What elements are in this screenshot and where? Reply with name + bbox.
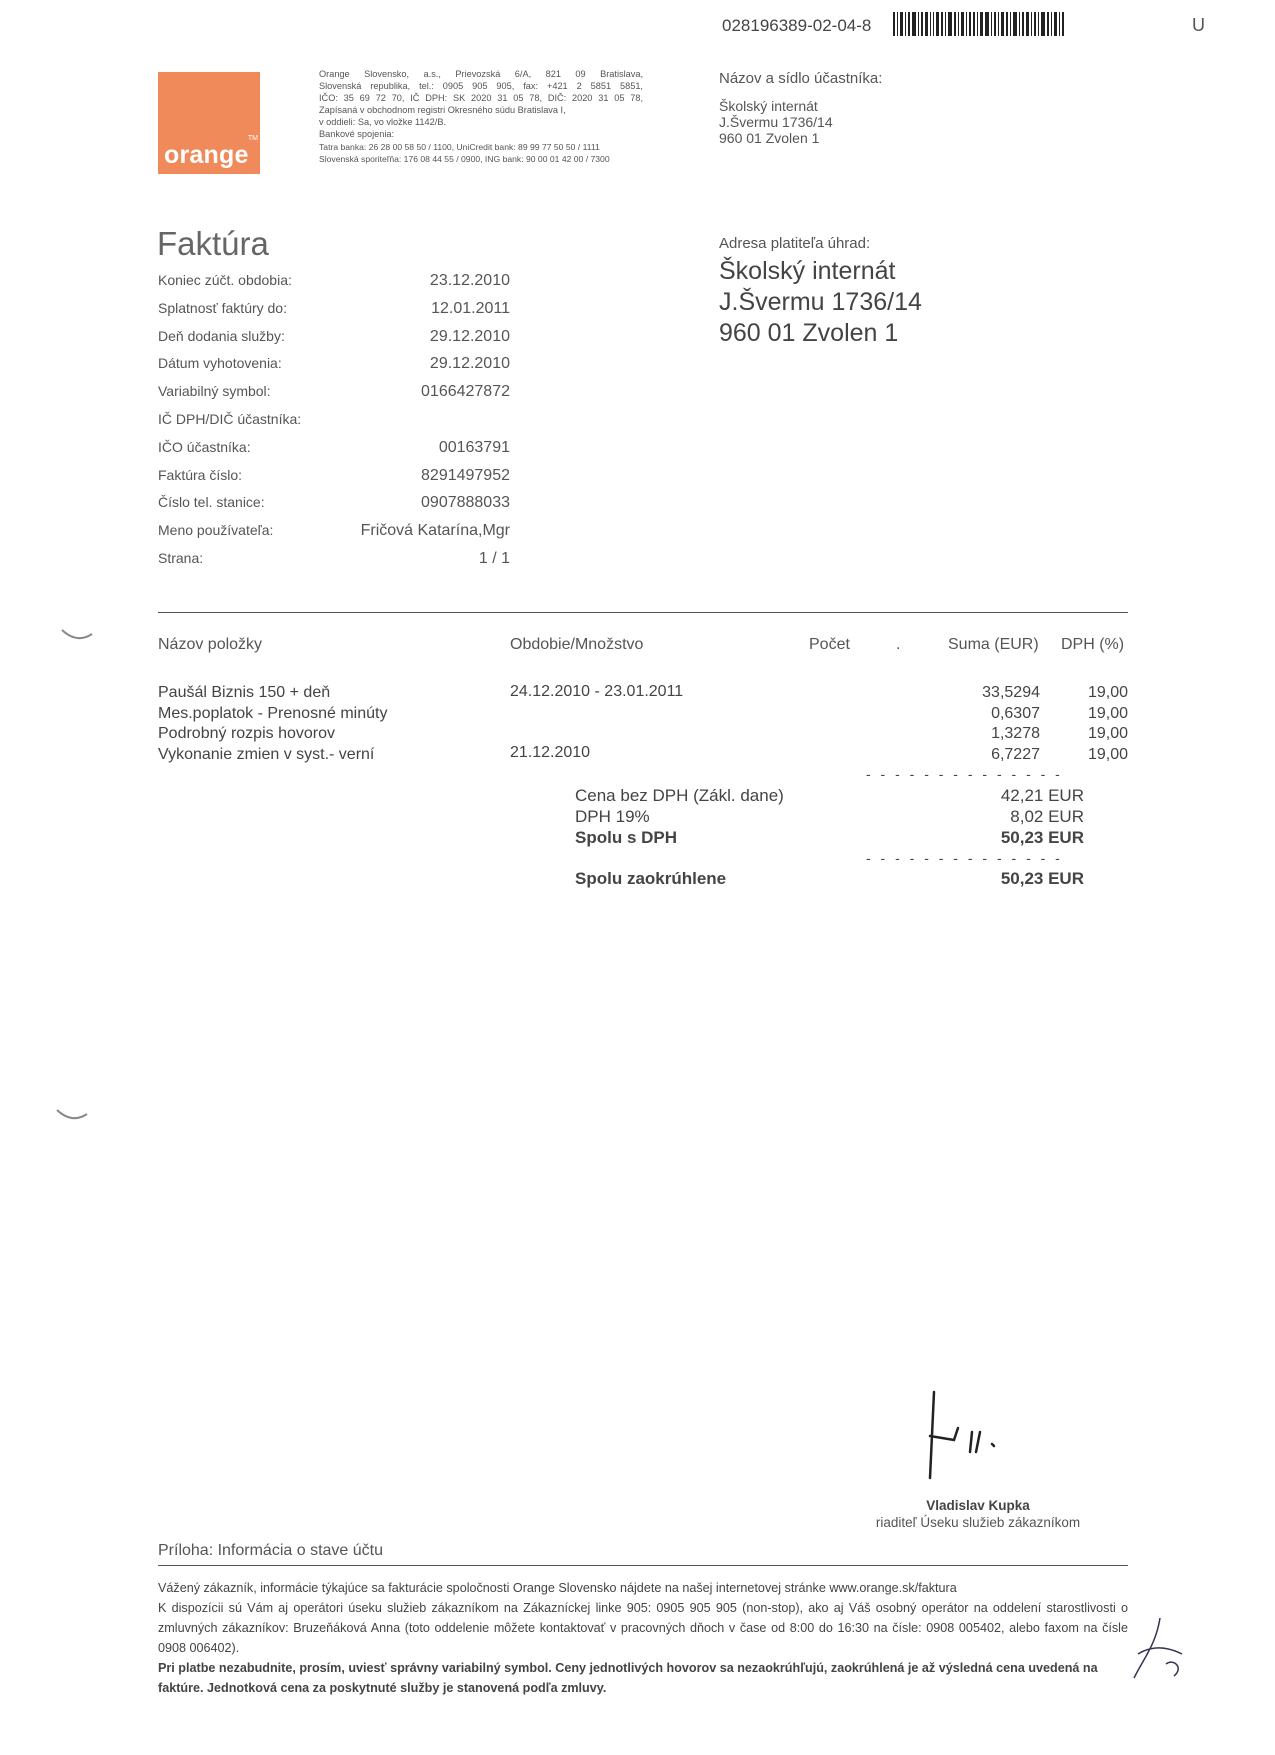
company-line: Zapísaná v obchodnom registri Okresného súdu Bratislava I, (319, 105, 566, 116)
item-sum: 1,3278 (991, 725, 1040, 742)
handwritten-initials (1130, 1614, 1190, 1684)
item-vat: 19,00 (1087, 704, 1128, 722)
barcode-bar (912, 12, 916, 36)
detail-value: 29.12.2010 (429, 327, 510, 345)
col-header-sum: Suma (EUR) (948, 636, 1039, 653)
detail-value: 00163791 (438, 438, 510, 456)
detail-label: Meno používateľa: (158, 522, 274, 539)
barcode-bar (961, 12, 964, 36)
detail-row (158, 494, 510, 522)
rounded-value (930, 869, 1084, 889)
barcode-bar (966, 12, 967, 36)
payer-address (719, 256, 922, 349)
footer-notes (158, 1578, 1128, 1698)
barcode-bar (925, 12, 928, 36)
barcode-bar (941, 12, 943, 36)
barcode-bar (1034, 12, 1036, 36)
detail-label: Variabilný symbol: (158, 383, 271, 400)
detail-row (158, 550, 510, 578)
detail-label: Číslo tel. stanice: (158, 494, 265, 511)
barcode-bar (921, 12, 923, 36)
recipient-line: J.Švermu 1736/14 (719, 114, 833, 130)
table-row: Mes.poplatok - Prenosné minúty (158, 704, 388, 722)
recipient-address (719, 98, 833, 146)
barcode-bar (945, 12, 946, 36)
logo-text: orange (164, 141, 249, 169)
total-amount: 50,23 (1000, 828, 1044, 847)
detail-value: 29.12.2010 (429, 355, 510, 373)
barcode-bar (994, 12, 996, 36)
detail-row (158, 522, 510, 550)
barcode-bar (973, 12, 975, 36)
recipient-line: 960 01 Zvolen 1 (719, 130, 820, 146)
detail-row (158, 411, 510, 439)
signatory-title: riaditeľ Úseku služieb zákazníkom (875, 1515, 1081, 1530)
signatory-name: Vladislav Kupka (926, 1498, 1030, 1513)
detail-label: Dátum vyhotovenia: (158, 355, 282, 372)
item-vat: 19,00 (1087, 725, 1128, 742)
rounded-divider: - - - - - - - - - - - - - - (866, 850, 1063, 866)
barcode-bar (918, 12, 919, 36)
barcode-bar (1013, 12, 1017, 36)
col-header-period: Obdobie/Množstvo (510, 636, 644, 653)
base-amount: 42,21 (1000, 786, 1044, 805)
barcode-bar (933, 12, 934, 36)
barcode-bar (1038, 12, 1039, 36)
detail-row (158, 383, 510, 411)
item-period: 21.12.2010 (510, 744, 591, 761)
barcode-bar (930, 12, 931, 36)
footer-paragraph-bold: Pri platbe nezabudnite, prosím, uviesť správny variabilný symbol. Ceny jednotlivých hovorov sa nezaokrúhľujú, zaokrúhlená je až výsledná cena uvedená na faktúre. Jednotková cena za poskytnuté služby je stanovená podľa zmluvy. (158, 1661, 1098, 1695)
rounded-amount: 50,23 (1000, 869, 1044, 888)
barcode-bar (1041, 12, 1045, 36)
barcode-bar (1026, 12, 1029, 36)
detail-value: 0907888033 (421, 494, 510, 512)
footer-paragraph: Vážený zákazník, informácie týkajúce sa fakturácie spoločnosti Orange Slovensko nájdete na našej internetovej stránke www.orange.sk/faktura (158, 1581, 957, 1595)
item-vat: 19,00 (1087, 745, 1128, 763)
barcode-bar (998, 12, 999, 36)
logo-trademark: TM (247, 135, 258, 142)
vat-currency: EUR (1048, 807, 1084, 826)
item-sums (920, 683, 1040, 765)
vat-value (930, 807, 1084, 827)
company-line: v oddieli: Sa, vo vložke 1142/B. (319, 117, 446, 128)
punch-hole-mark (55, 1108, 89, 1124)
payer-line: J.Švermu 1736/14 (719, 288, 922, 316)
barcode-bar (1022, 12, 1024, 36)
invoice-title: Faktúra (157, 225, 269, 262)
barcode-bar (1047, 12, 1049, 36)
rounded-label: Spolu zaokrúhlene (575, 869, 727, 888)
table-row: Vykonanie zmien v syst.- verní (158, 745, 375, 763)
barcode-bar (1010, 12, 1011, 36)
corner-mark: U (1192, 15, 1205, 35)
company-line: Slovenská sporiteľňa: 176 08 44 55 / 0900, ING bank: 90 00 01 42 00 / 7300 (319, 153, 610, 164)
recipient-line: Školský internát (719, 98, 818, 114)
barcode-bar (1051, 12, 1052, 36)
barcode-bar (1031, 12, 1032, 36)
document-code: 028196389-02-04-8 (722, 16, 872, 35)
orange-logo (158, 72, 260, 174)
attachment-note: Príloha: Informácia o stave účtu (158, 1542, 383, 1559)
barcode-bar (977, 12, 978, 36)
table-row: Paušál Biznis 150 + deň (158, 684, 331, 701)
rounded-currency: EUR (1048, 869, 1084, 888)
barcode-bar (985, 12, 989, 36)
item-vats (1050, 683, 1128, 765)
table-row: Podrobný rozpis hovorov (158, 725, 335, 742)
detail-label: Faktúra číslo: (158, 466, 243, 483)
barcode-bar (893, 12, 895, 36)
vat-label: DPH 19% (575, 807, 650, 826)
barcode-bar (1001, 12, 1004, 36)
handwritten-signature (918, 1388, 1048, 1498)
detail-label: Strana: (158, 549, 204, 566)
barcode-bar (954, 12, 956, 36)
detail-row (158, 439, 510, 467)
detail-label: IČO účastníka: (158, 438, 251, 455)
footer-paragraph: K dispozícii sú Vám aj operátori úseku služieb zákazníkom na Zákazníckej linke 905: 0905 905 905 (non-stop), ako aj Váš osobný operátor na oddelení starostlivosti o zmluvných zákazníkov: Bruzeňáková Anna (toto oddelenie môžete kontaktovať v pracovných dňoch v čase od 8:00 do 16:30 na čísle: 0908 005402, alebo faxom na čísle 0908 006402). (158, 1601, 1128, 1655)
detail-row (158, 355, 510, 383)
barcode (893, 12, 1163, 36)
item-sum: 33,5294 (982, 684, 1040, 701)
footer-divider (158, 1565, 1128, 1566)
detail-row (158, 328, 510, 356)
recipient-label: Názov a sídlo účastníka: (719, 70, 883, 87)
barcode-bar (969, 12, 971, 36)
barcode-bar (991, 12, 992, 36)
company-line: Bankové spojenia: (319, 129, 395, 140)
col-header-dot: . (896, 636, 901, 653)
barcode-bar (908, 12, 910, 36)
punch-hole-mark (60, 628, 94, 644)
base-currency: EUR (1048, 786, 1084, 805)
barcode-bar (905, 12, 906, 36)
company-line: Orange Slovensko, a.s., Prievozská 6/A, 821 09 Bratislava, (319, 69, 643, 79)
detail-row (158, 272, 510, 300)
detail-value: 23.12.2010 (429, 272, 510, 289)
base-label: Cena bez DPH (Zákl. dane) (575, 786, 784, 805)
detail-label: Splatnosť faktúry do: (158, 299, 287, 316)
detail-value: 0166427872 (421, 383, 510, 401)
detail-row (158, 300, 510, 328)
table-top-divider (158, 612, 1128, 613)
barcode-bar (1019, 12, 1020, 36)
barcode-bar (1062, 12, 1064, 36)
payer-line: Školský internát (719, 257, 896, 285)
barcode-bar (958, 12, 959, 36)
payer-line: 960 01 Zvolen 1 (719, 319, 899, 347)
barcode-bar (1006, 12, 1008, 36)
payer-label: Adresa platiteľa úhrad: (719, 235, 871, 252)
col-header-vat: DPH (%) (1061, 636, 1125, 653)
detail-row (158, 467, 510, 495)
detail-label: Koniec zúčt. obdobia: (158, 272, 292, 288)
barcode-bar (948, 12, 952, 36)
item-sum: 0,6307 (991, 704, 1040, 722)
detail-value: 12.01.2011 (431, 299, 510, 317)
company-line: Tatra banka: 26 28 00 58 50 / 1100, UniCredit bank: 89 99 77 50 50 / 1111 (319, 141, 600, 152)
barcode-bar (900, 12, 903, 36)
detail-value: 8291497952 (421, 466, 510, 484)
detail-label: Deň dodania služby: (158, 327, 285, 344)
company-line: Slovenská republika, tel.: 0905 905 905, fax: +421 2 5851 5851, (319, 81, 643, 92)
barcode-bar (936, 12, 939, 36)
detail-value: Fričová Katarína,Mgr (360, 522, 510, 540)
item-vat: 19,00 (1087, 684, 1128, 701)
barcode-bar (1054, 12, 1057, 36)
vat-amount: 8,02 (1010, 807, 1044, 826)
invoice-details (158, 272, 510, 578)
total-value (930, 828, 1084, 848)
item-sum: 6,7227 (991, 745, 1040, 763)
totals-divider: - - - - - - - - - - - - - - (866, 766, 1063, 782)
barcode-bar (980, 12, 983, 36)
company-line: IČO: 35 69 72 70, IČ DPH: SK 2020 31 05 78, DIČ: 2020 31 05 78, (319, 93, 643, 104)
item-period: 24.12.2010 - 23.01.2011 (510, 683, 684, 700)
company-info (319, 68, 643, 165)
barcode-bar (1059, 12, 1060, 36)
detail-label: IČ DPH/DIČ účastníka: (158, 410, 302, 427)
total-label: Spolu s DPH (575, 828, 678, 847)
col-header-name: Názov položky (158, 636, 263, 653)
total-currency: EUR (1048, 828, 1084, 847)
item-names (158, 683, 387, 765)
barcode-bar (897, 12, 898, 36)
col-header-count: Počet (809, 636, 850, 653)
detail-value: 1 / 1 (478, 549, 510, 567)
base-value (930, 786, 1084, 806)
